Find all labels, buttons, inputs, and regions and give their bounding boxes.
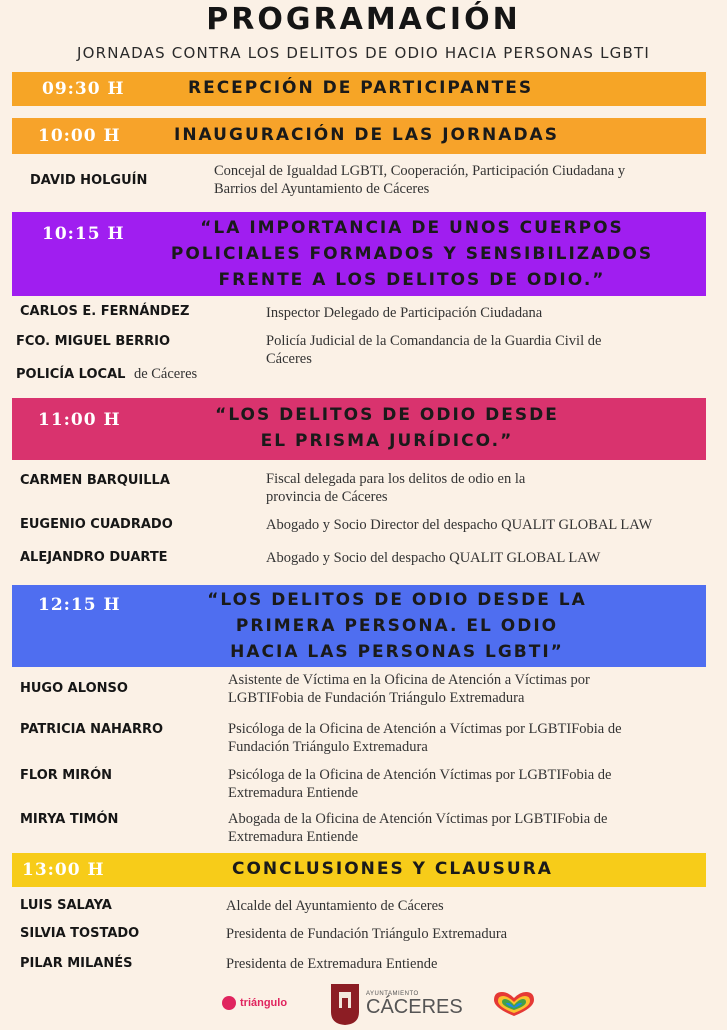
speaker-role-line: Psicóloga de la Oficina de Atención a Víctimas por LGBTIFobia de (228, 721, 622, 737)
speaker-name: ALEJANDRO DUARTE (20, 550, 168, 565)
session-time: 10:15 H (42, 224, 125, 244)
speaker-role-line: Fundación Triángulo Extremadura (228, 739, 428, 755)
speaker-role (214, 162, 625, 198)
session-title (162, 402, 612, 454)
session-title-line: HACIA LAS PERSONAS LGBTI” (230, 642, 564, 662)
speaker-name-main: POLICÍA LOCAL (16, 367, 126, 382)
speaker-role-line: LGBTIFobia de Fundación Triángulo Extremadura (228, 690, 525, 706)
speaker-role: Alcalde del Ayuntamiento de Cáceres (226, 898, 444, 914)
session-band-1100 (12, 398, 706, 460)
speaker-name (16, 366, 197, 383)
speaker-role-line: Psicóloga de la Oficina de Atención Víctimas por LGBTIFobia de (228, 767, 612, 783)
speaker-role-line: Concejal de Igualdad LGBTI, Cooperación, Participación Ciudadana y (214, 163, 626, 179)
session-time: 12:15 H (38, 595, 121, 615)
speaker-role: Presidenta de Fundación Triángulo Extremadura (226, 926, 508, 942)
session-title-line: PRIMERA PERSONA. EL ODIO (235, 616, 559, 636)
speaker-role-line: Extremadura Entiende (228, 785, 359, 801)
session-time: 09:30 H (42, 79, 125, 99)
speaker-role-line: Asistente de Víctima en la Oficina de Atención a Víctimas por (228, 672, 590, 688)
speaker-role: Abogado y Socio Director del despacho QUALIT GLOBAL LAW (266, 517, 653, 533)
speaker-role (228, 671, 590, 707)
speaker-name: SILVIA TOSTADO (20, 926, 140, 941)
speaker-role (228, 810, 607, 846)
speaker-role-line: Abogada de la Oficina de Atención Víctimas por LGBTIFobia de (228, 811, 608, 827)
session-title-line: “LA IMPORTANCIA DE UNOS CUERPOS (200, 218, 624, 238)
session-title (162, 587, 632, 665)
session-title-line: “LOS DELITOS DE ODIO DESDE LA (207, 590, 587, 610)
caceres-shield-icon (330, 982, 360, 1026)
speaker-name: HUGO ALONSO (20, 681, 128, 696)
speaker-name: DAVID HOLGUÍN (30, 173, 148, 188)
speaker-role: Presidenta de Extremadura Entiende (226, 956, 438, 972)
speaker-role-line: Fiscal delegada para los delitos de odio en la (266, 471, 526, 487)
session-title: CONCLUSIONES Y CLAUSURA (232, 859, 553, 879)
session-time: 10:00 H (38, 126, 121, 146)
session-title: RECEPCIÓN DE PARTICIPANTES (188, 78, 534, 98)
session-title-line: EL PRISMA JURÍDICO.” (260, 431, 514, 451)
session-band-1300 (12, 853, 706, 887)
rainbow-heart-icon (490, 988, 538, 1018)
session-band-1015 (12, 212, 706, 296)
caceres-logo-big: CÁCERES (366, 996, 463, 1018)
speaker-role-line: provincia de Cáceres (266, 489, 388, 505)
speaker-role-line: Policía Judicial de la Comandancia de la Guardia Civil de (266, 333, 602, 349)
page-title: PROGRAMACIÓN (206, 2, 521, 37)
speaker-name: FLOR MIRÓN (20, 768, 113, 783)
session-title: INAUGURACIÓN DE LAS JORNADAS (174, 125, 559, 145)
speaker-name: EUGENIO CUADRADO (20, 517, 173, 532)
session-title-line: “LOS DELITOS DE ODIO DESDE (215, 405, 559, 425)
session-band-1000 (12, 118, 706, 154)
speaker-name-suffix: de Cáceres (133, 366, 198, 382)
page-subtitle: JORNADAS CONTRA LOS DELITOS DE ODIO HACIA PERSONAS LGBTI (77, 44, 650, 62)
speaker-role (266, 470, 525, 506)
caceres-logo (330, 982, 463, 1026)
session-band-0930 (12, 72, 706, 106)
speaker-name: MIRYA TIMÓN (20, 812, 119, 827)
speaker-role (228, 720, 622, 756)
speaker-name: PILAR MILANÉS (20, 956, 133, 971)
speaker-role (266, 332, 601, 368)
session-time: 13:00 H (22, 860, 105, 880)
speaker-name: FCO. MIGUEL BERRIO (16, 334, 171, 349)
session-time: 11:00 H (38, 410, 121, 430)
caceres-logo-small: AYUNTAMIENTO (366, 991, 419, 997)
caceres-logo-text (366, 991, 463, 1017)
speaker-role: Abogado y Socio del despacho QUALIT GLOBAL LAW (266, 550, 601, 566)
session-title-line: POLICIALES FORMADOS Y SENSIBILIZADOS (170, 244, 654, 264)
session-band-1215 (12, 585, 706, 667)
speaker-role: Inspector Delegado de Participación Ciudadana (266, 305, 543, 321)
speaker-role (228, 766, 612, 802)
speaker-role-line: Cáceres (266, 351, 312, 367)
session-title (132, 215, 692, 293)
session-title-line: FRENTE A LOS DELITOS DE ODIO.” (218, 270, 606, 290)
triangulo-logo (222, 992, 287, 1014)
triangulo-logo-text: triángulo (240, 997, 288, 1009)
speaker-name: CARLOS E. FERNÁNDEZ (20, 304, 190, 319)
speaker-name: PATRICIA NAHARRO (20, 722, 164, 737)
speaker-role-line: Extremadura Entiende (228, 829, 359, 845)
rainbow-heart-svg (490, 988, 538, 1018)
triangulo-logo-icon (222, 996, 236, 1010)
speaker-name: LUIS SALAYA (20, 898, 112, 913)
speaker-role-line: Barrios del Ayuntamiento de Cáceres (214, 181, 430, 197)
speaker-name: CARMEN BARQUILLA (20, 473, 170, 488)
